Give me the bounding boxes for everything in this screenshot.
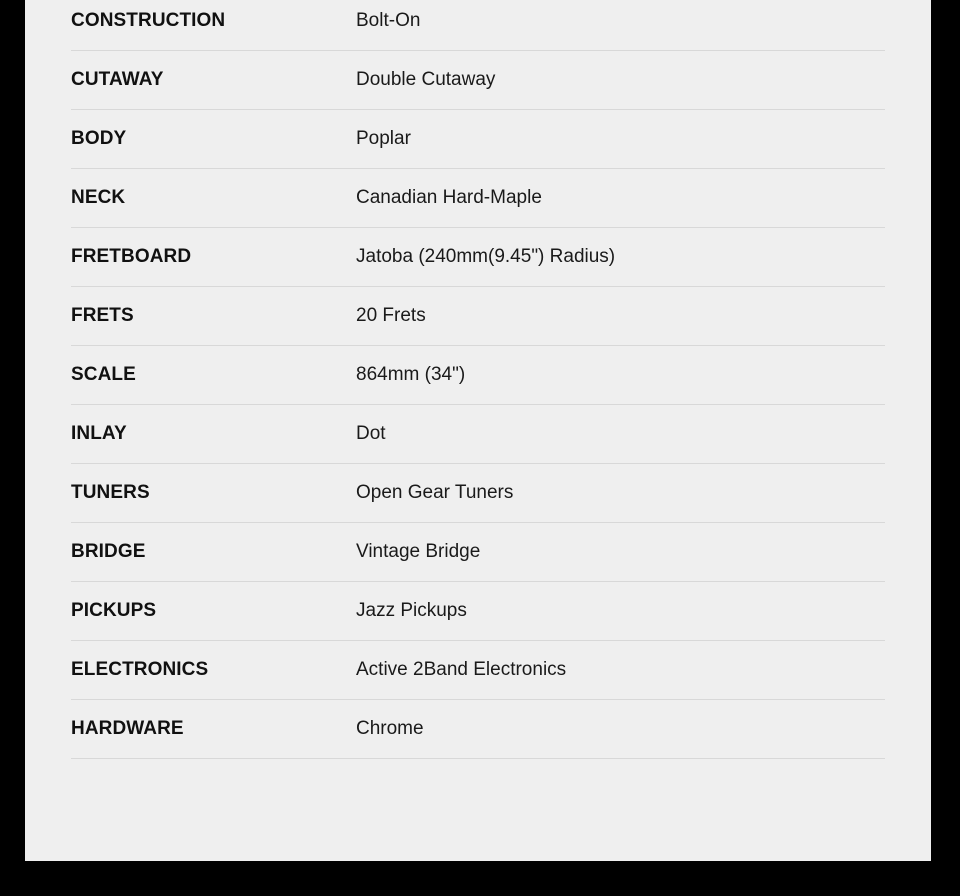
spec-row-scale — [71, 346, 885, 405]
spec-value: Dot — [356, 423, 386, 444]
spec-label: TUNERS — [71, 482, 150, 503]
spec-value: Canadian Hard-Maple — [356, 187, 542, 208]
spec-row-electronics — [71, 641, 885, 700]
spec-value: Vintage Bridge — [356, 541, 481, 562]
spec-label: SCALE — [71, 364, 136, 385]
spec-label: FRETBOARD — [71, 246, 192, 267]
spec-value: Double Cutaway — [356, 69, 496, 90]
spec-label: PICKUPS — [71, 600, 157, 621]
spec-row-cutaway — [71, 51, 885, 110]
spec-value: Poplar — [356, 128, 411, 149]
spec-label: HARDWARE — [71, 718, 184, 739]
spec-row-inlay — [71, 405, 885, 464]
spec-value: Active 2Band Electronics — [356, 659, 567, 680]
spec-label: BRIDGE — [71, 541, 146, 562]
spec-value: Bolt-On — [356, 10, 421, 31]
spec-value: Chrome — [356, 718, 424, 739]
spec-label: ELECTRONICS — [71, 659, 209, 680]
spec-value: Jatoba (240mm(9.45") Radius) — [356, 246, 616, 267]
spec-row-frets — [71, 287, 885, 346]
spec-row-fretboard — [71, 228, 885, 287]
spec-label: INLAY — [71, 423, 127, 444]
spec-row-body — [71, 110, 885, 169]
spec-row-bridge — [71, 523, 885, 582]
spec-label: FRETS — [71, 305, 134, 326]
spec-value: Jazz Pickups — [356, 600, 467, 621]
spec-label: CUTAWAY — [71, 69, 164, 90]
spec-row-hardware — [71, 700, 885, 759]
spec-label: CONSTRUCTION — [71, 10, 226, 31]
spec-label: NECK — [71, 187, 126, 208]
spec-table — [71, 0, 885, 759]
spec-panel — [25, 0, 931, 861]
spec-label: BODY — [71, 128, 127, 149]
spec-value: 864mm (34") — [356, 364, 466, 385]
spec-row-construction — [71, 0, 885, 51]
spec-row-tuners — [71, 464, 885, 523]
spec-row-neck — [71, 169, 885, 228]
spec-value: 20 Frets — [356, 305, 426, 326]
spec-value: Open Gear Tuners — [356, 482, 514, 503]
spec-row-pickups — [71, 582, 885, 641]
